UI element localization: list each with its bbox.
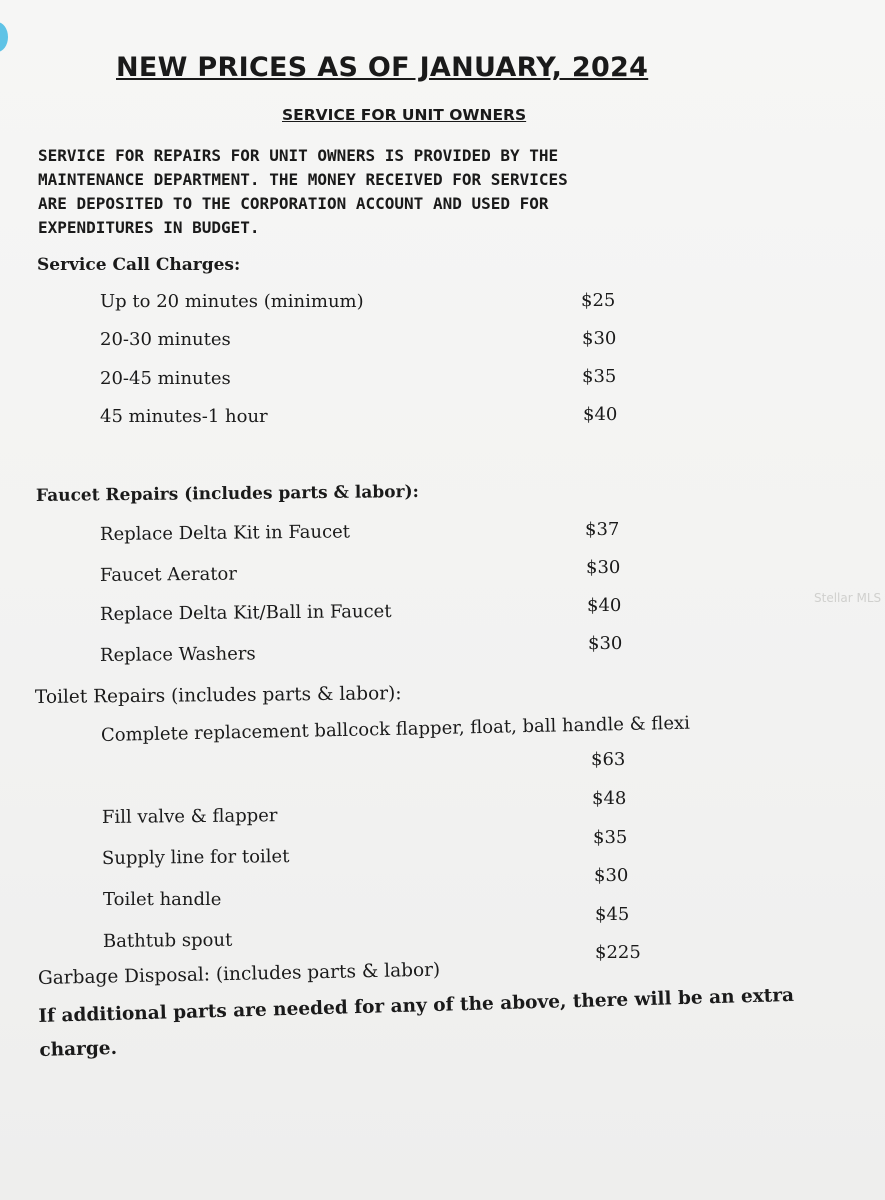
page-title: NEW PRICES AS OF JANUARY, 2024 bbox=[116, 52, 649, 83]
faucet-item-price: $37 bbox=[585, 519, 620, 540]
watermark: Stellar MLS bbox=[814, 591, 882, 605]
service-item-label: 45 minutes-1 hour bbox=[100, 406, 268, 427]
toilet-item-label: Toilet handle bbox=[103, 889, 222, 910]
toilet-item-price: $30 bbox=[594, 865, 629, 886]
toilet-item-label: Bathtub spout bbox=[102, 929, 233, 952]
intro-line: EXPENDITURES IN BUDGET. bbox=[38, 218, 260, 237]
garbage-price: $225 bbox=[595, 942, 641, 963]
extra-charge-note: If additional parts are needed for any of the above, there will be an extra charge. bbox=[38, 984, 795, 1061]
faucet-heading: Faucet Repairs (includes parts & labor): bbox=[35, 481, 419, 506]
service-call-heading: Service Call Charges: bbox=[37, 255, 241, 275]
service-item-label: 20-45 minutes bbox=[100, 368, 231, 389]
intro-line: ARE DEPOSITED TO THE CORPORATION ACCOUNT AND USED FOR bbox=[38, 194, 549, 213]
service-item-label: 20-30 minutes bbox=[100, 329, 231, 350]
toilet-item-label: Fill valve & flapper bbox=[101, 805, 278, 828]
toilet-item-price: $63 bbox=[591, 749, 626, 770]
faucet-item-label: Faucet Aerator bbox=[99, 563, 238, 586]
faucet-item-price: $30 bbox=[588, 633, 623, 654]
faucet-item-label: Replace Delta Kit in Faucet bbox=[99, 521, 351, 545]
toilet-item-label: Complete replacement ballcock flapper, float, ball handle & flexi bbox=[100, 712, 691, 746]
intro-line: SERVICE FOR REPAIRS FOR UNIT OWNERS IS PROVIDED BY THE bbox=[38, 146, 559, 165]
garbage-heading: Garbage Disposal: (includes parts & labor) bbox=[37, 959, 441, 989]
page-subtitle: SERVICE FOR UNIT OWNERS bbox=[282, 106, 527, 124]
intro-paragraph bbox=[38, 144, 798, 240]
service-item-price: $25 bbox=[581, 290, 616, 311]
toilet-item-price: $45 bbox=[595, 904, 630, 925]
toilet-item-label: Supply line for toilet bbox=[101, 846, 290, 869]
faucet-item-label: Replace Washers bbox=[99, 643, 256, 666]
faucet-item-price: $40 bbox=[587, 595, 622, 616]
toilet-heading: Toilet Repairs (includes parts & labor): bbox=[34, 683, 402, 708]
faucet-item-price: $30 bbox=[586, 557, 621, 578]
faucet-item-label: Replace Delta Kit/Ball in Faucet bbox=[99, 600, 392, 625]
service-item-label: Up to 20 minutes (minimum) bbox=[100, 291, 364, 312]
toilet-item-price: $35 bbox=[593, 827, 628, 848]
toilet-item-price: $48 bbox=[592, 788, 627, 809]
service-item-price: $40 bbox=[583, 404, 618, 425]
intro-line: MAINTENANCE DEPARTMENT. THE MONEY RECEIVED FOR SERVICES bbox=[38, 170, 568, 189]
service-item-price: $35 bbox=[582, 366, 617, 387]
service-item-price: $30 bbox=[582, 328, 617, 349]
pushpin-icon bbox=[0, 22, 8, 52]
